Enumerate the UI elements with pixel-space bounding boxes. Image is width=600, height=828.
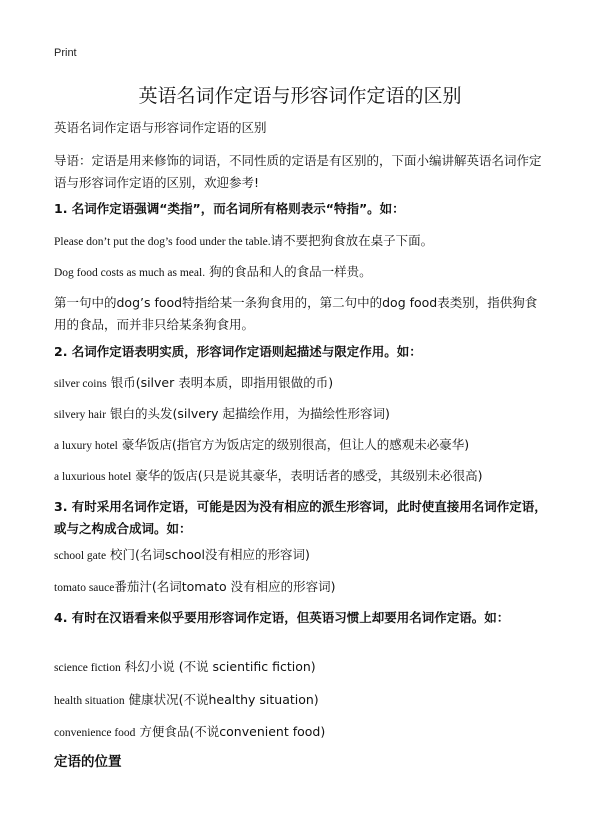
example-chinese: 狗的食品和人的食品一样贵。	[209, 264, 372, 279]
example-line	[54, 435, 554, 456]
page-title: 英语名词作定语与形容词作定语的区别	[138, 85, 462, 107]
example-line	[54, 545, 554, 566]
section-4-heading: 4. 有时在汉语看来似乎要用形容词作定语，但英语习惯上却要用名词作定语。如：	[54, 610, 510, 625]
example-line	[54, 466, 554, 487]
example-english: science fiction	[54, 662, 121, 674]
section-3-heading: 3. 有时采用名词作定语，可能是因为没有相应的派生形容词，此时使直接用名词作定语，或与之构成合成词。如：	[54, 499, 547, 536]
document-subtitle: 英语名词作定语与形容词作定语的区别	[54, 120, 267, 135]
example-line	[54, 722, 554, 743]
example-english: a luxurious hotel	[54, 471, 132, 483]
example-english: health situation	[54, 695, 125, 707]
example-line	[54, 231, 554, 252]
example-chinese: 银币(silver 表明本质，即指用银做的币)	[110, 375, 334, 390]
example-english: school gate	[54, 550, 107, 562]
intro-paragraph: 导语：定语是用来修饰的词语，不同性质的定语是有区别的，下面小编讲解英语名词作定语与形容词作定语的区别，欢迎参考!	[54, 153, 542, 190]
example-english: convenience food	[54, 727, 136, 739]
example-line	[54, 373, 554, 394]
example-english: tomato sauce	[54, 582, 115, 594]
example-english: silver coins	[54, 378, 107, 390]
example-chinese: 科幻小说 (不说 scientific fiction)	[124, 659, 316, 674]
example-chinese: 校门(名词school没有相应的形容词)	[110, 547, 310, 562]
print-label: Print	[54, 47, 77, 59]
example-chinese: 豪华的饭店(只是说其豪华，表明话者的感受，其级别未必很高)	[135, 468, 483, 483]
section-1-heading: 1. 名词作定语强调“类指”，而名词所有格则表示“特指”。如：	[54, 201, 405, 216]
example-english: Please don’t put the dog’s food under the table.	[54, 236, 271, 248]
example-chinese: 银白的头发(silvery 起描绘作用，为描绘性形容词)	[110, 406, 390, 421]
section-1-note: 第一句中的dog’s food特指给某一条狗食用的，第二句中的dog food表类别，指供狗食用的食品，而并非只给某条狗食用。	[54, 295, 538, 332]
example-english: a luxury hotel	[54, 440, 118, 452]
example-english: Dog food costs as much as meal.	[54, 267, 206, 279]
example-line	[54, 690, 554, 711]
example-chinese: 健康状况(不说healthy situation)	[128, 692, 319, 707]
example-chinese: 豪华饭店(指官方为饭店定的级别很高，但让人的感观未必豪华)	[121, 437, 470, 452]
example-line	[54, 262, 554, 283]
example-chinese: 请不要把狗食放在桌子下面。	[270, 233, 434, 248]
example-chinese: 方便食品(不说convenient food)	[139, 724, 326, 739]
example-chinese: 番茄汁(名词tomato 没有相应的形容词)	[114, 579, 336, 594]
example-english: silvery hair	[54, 409, 107, 421]
example-line	[54, 404, 554, 425]
example-line	[54, 577, 554, 598]
example-line	[54, 657, 554, 678]
final-heading: 定语的位置	[54, 754, 122, 770]
section-2-heading: 2. 名词作定语表明实质，形容词作定语则起描述与限定作用。如：	[54, 344, 422, 359]
